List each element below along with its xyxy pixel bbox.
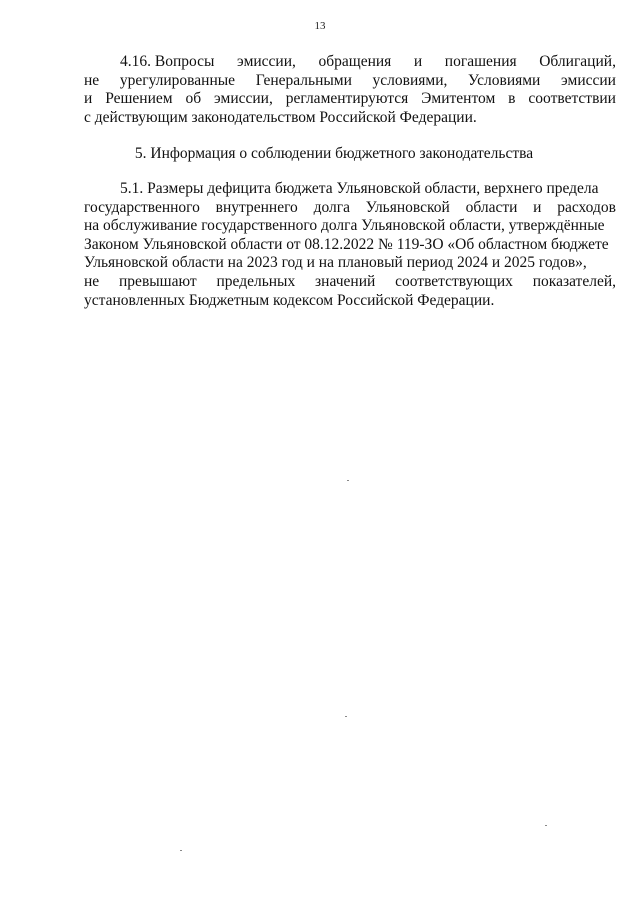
paragraph-line: Ульяновской области на 2023 год и на плановый период 2024 и 2025 годов», xyxy=(84,254,587,272)
paragraph-line: установленных Бюджетным кодексом Российской Федерации. xyxy=(84,291,495,309)
word: не xyxy=(84,71,100,89)
paragraph-line xyxy=(84,199,616,218)
word: Условиями xyxy=(468,71,541,89)
word: и xyxy=(84,90,93,108)
word: 4.16. Вопросы xyxy=(120,53,215,70)
paragraph-line xyxy=(84,53,616,72)
word: и xyxy=(413,53,423,70)
paragraph-4-16 xyxy=(84,53,616,127)
word: не xyxy=(84,272,100,290)
word: Решением xyxy=(105,90,173,108)
scan-speck xyxy=(347,480,349,481)
word: урегулированные xyxy=(119,71,236,89)
word: Облигаций, xyxy=(539,53,616,70)
paragraph-line: Законом Ульяновской области от 08.12.2022 № 119-ЗО «Об областном бюджете xyxy=(84,235,609,253)
word: эмиссии, xyxy=(237,53,296,70)
paragraph-line: на обслуживание государственного долга Ульяновской области, утверждённые xyxy=(84,217,605,235)
word: превышают xyxy=(119,272,197,290)
word: об xyxy=(185,90,202,108)
word: расходов xyxy=(557,198,616,216)
paragraph-5-1 xyxy=(84,180,616,310)
word: в xyxy=(508,90,516,108)
section-heading: 5. Информация о соблюдении бюджетного законодательства xyxy=(134,145,534,162)
scan-speck xyxy=(345,716,347,717)
word: погашения xyxy=(444,53,517,70)
word: условиями, xyxy=(372,71,448,89)
word: и xyxy=(533,198,542,216)
word: Эмитентом xyxy=(421,90,496,108)
paragraph-line: 5.1. Размеры дефицита бюджета Ульяновской области, верхнего предела xyxy=(120,180,599,197)
page-number: 13 xyxy=(314,20,326,32)
word: обращения xyxy=(318,53,392,70)
word: регламентируются xyxy=(285,90,409,108)
scan-speck xyxy=(545,825,547,826)
word: значений xyxy=(315,272,376,290)
word: внутреннего xyxy=(215,198,298,216)
scan-speck xyxy=(180,850,182,851)
word: показателей, xyxy=(532,272,616,290)
word: эмиссии, xyxy=(214,90,273,108)
word: государственного xyxy=(84,198,200,216)
word: области xyxy=(465,198,518,216)
word: Генеральными xyxy=(255,71,352,89)
paragraph-line xyxy=(84,72,616,91)
word: предельных xyxy=(216,272,296,290)
word: соответствии xyxy=(528,90,616,108)
word: соответствующих xyxy=(395,272,513,290)
word: эмиссии xyxy=(561,71,616,89)
paragraph-line xyxy=(84,90,616,109)
paragraph-line: с действующим законодательством Российской Федерации. xyxy=(84,108,477,126)
word: Ульяновской xyxy=(365,198,450,216)
word: долга xyxy=(313,198,350,216)
paragraph-line xyxy=(84,273,616,292)
